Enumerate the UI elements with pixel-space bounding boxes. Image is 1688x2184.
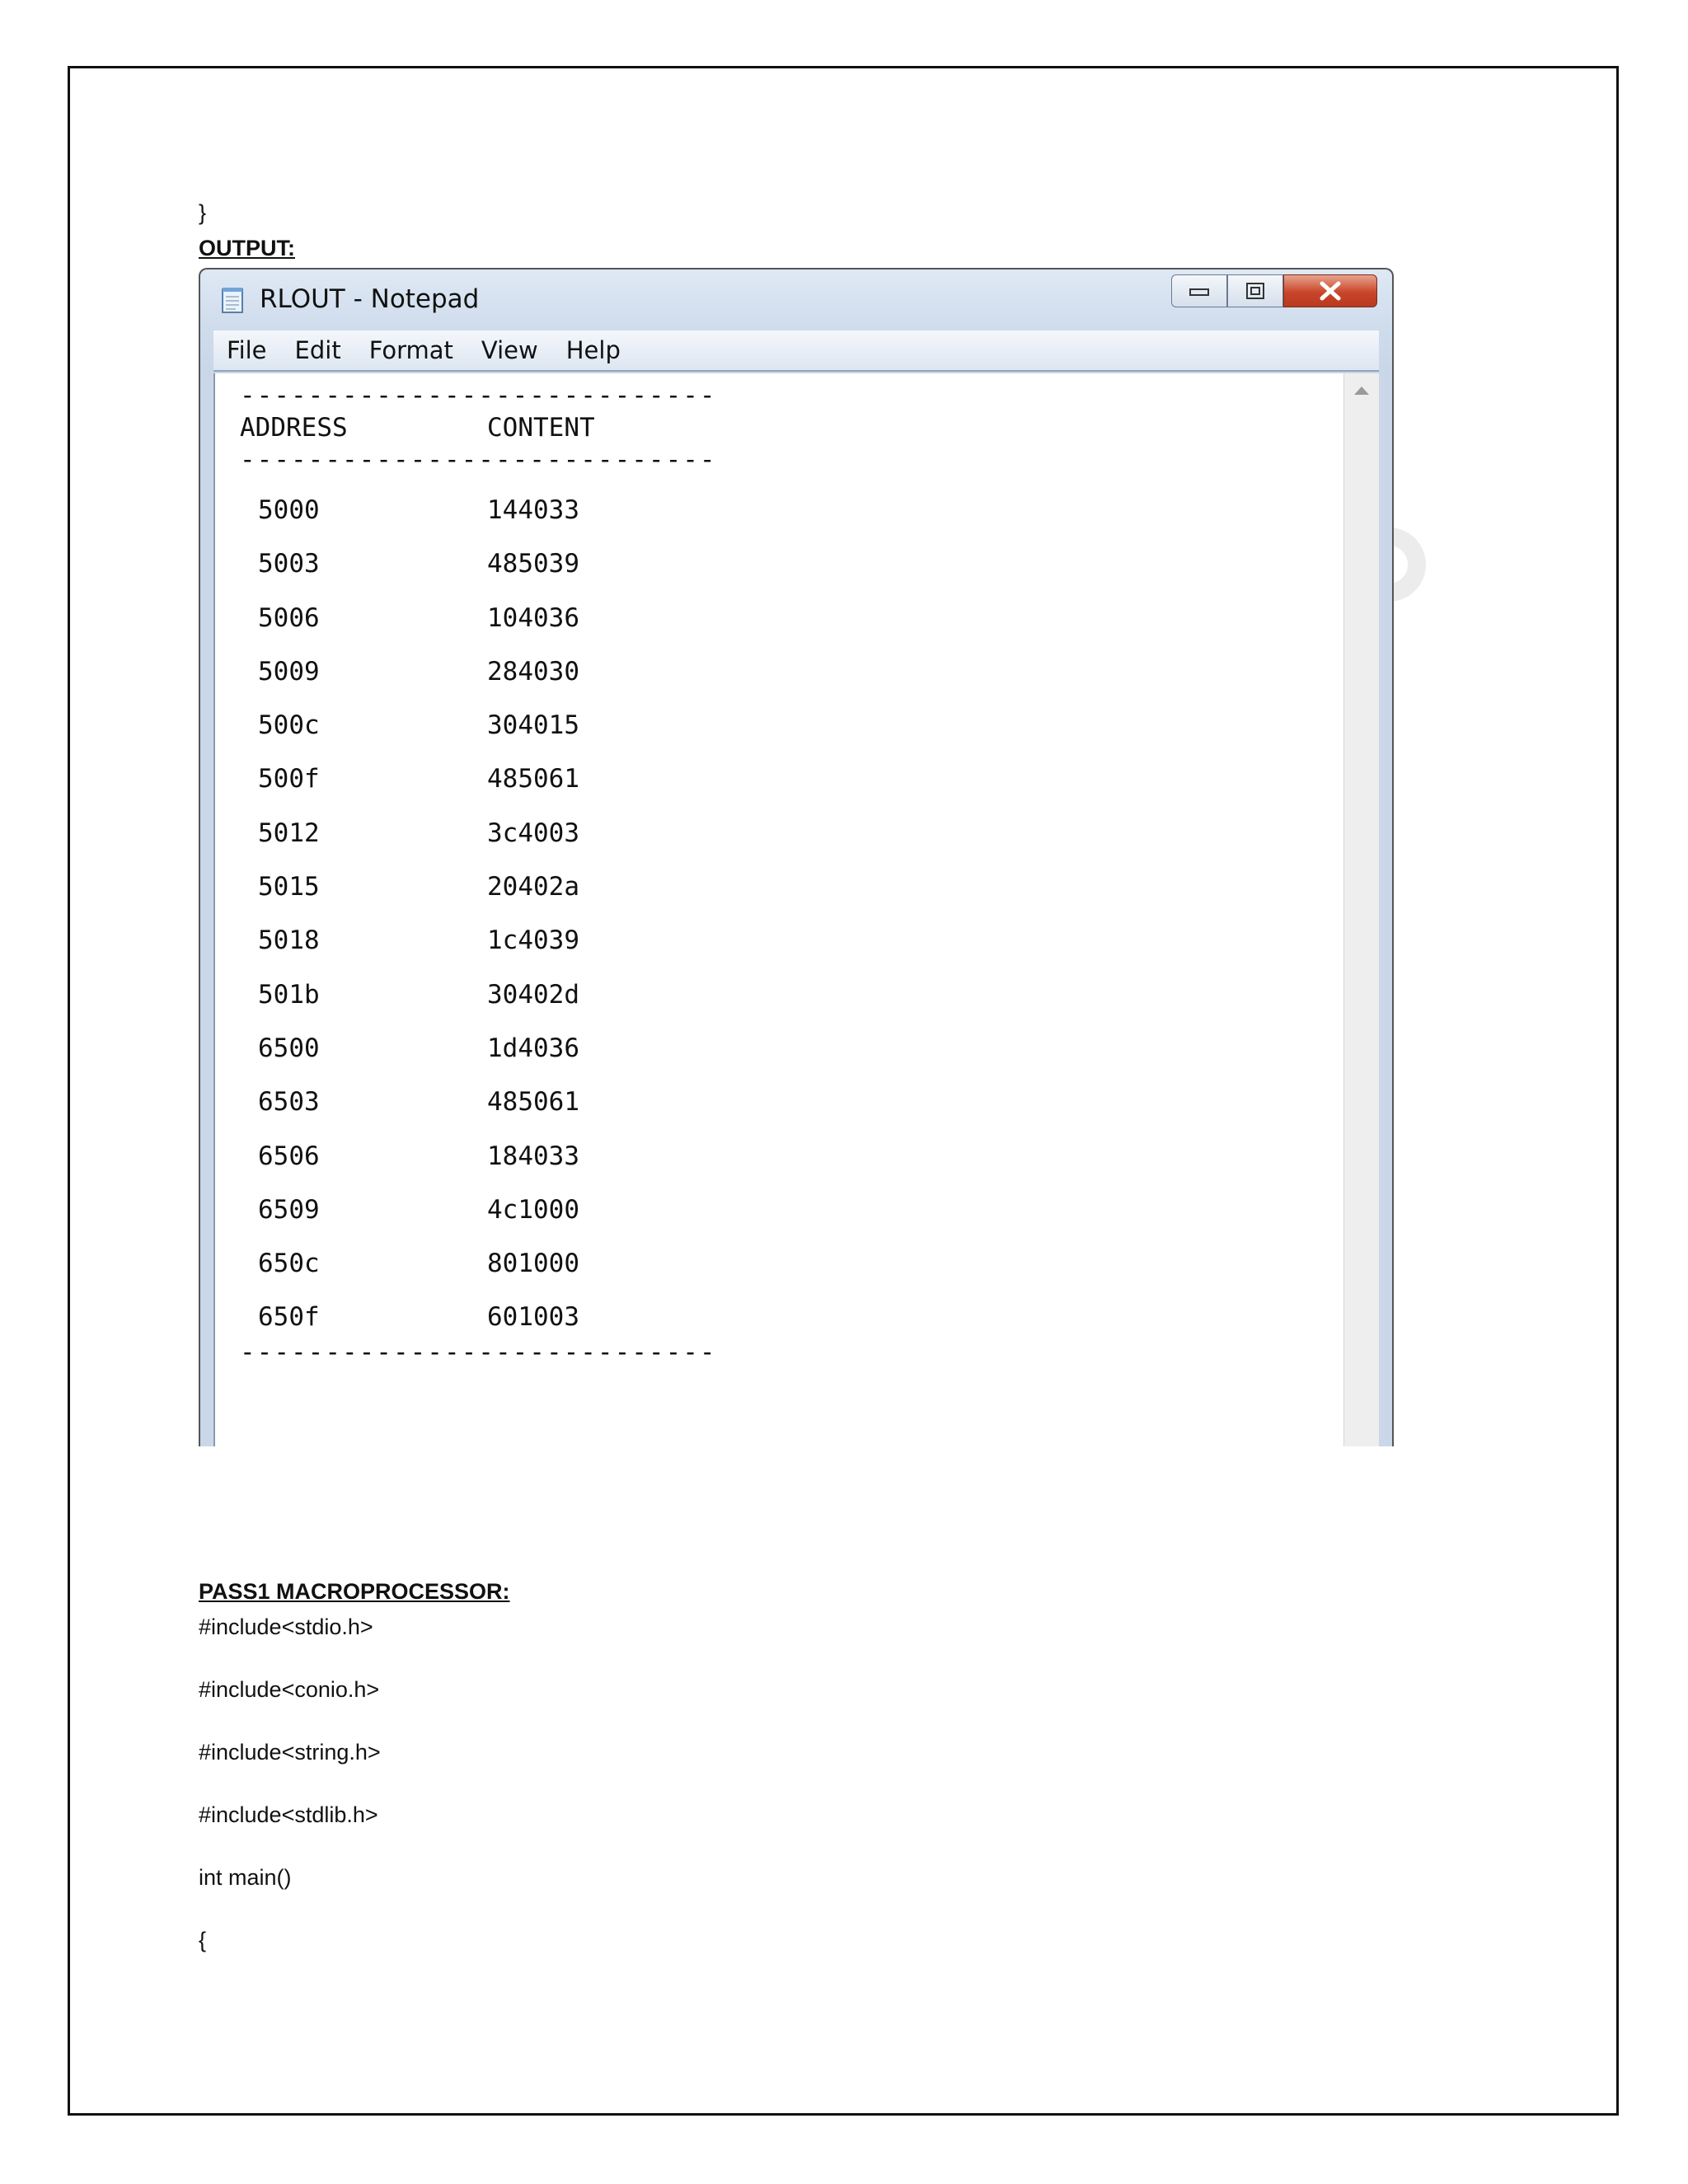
address-cell: 501b: [258, 979, 320, 1010]
address-cell: 650f: [258, 1302, 320, 1333]
section-heading: PASS1 MACROPROCESSOR:: [199, 1579, 510, 1604]
closing-brace: }: [199, 200, 207, 225]
address-cell: 5000: [258, 495, 320, 525]
table-row: [240, 1022, 717, 1076]
address-cell: 5006: [258, 602, 320, 633]
output-rows: [240, 484, 717, 1345]
content-cell: 104036: [487, 602, 579, 633]
content-cell: 485039: [487, 549, 579, 579]
menu-help[interactable]: Help: [565, 336, 621, 364]
content-cell: 485061: [487, 1087, 579, 1118]
window-title: RLOUT - Notepad: [260, 284, 480, 314]
code-line: #include<conio.h>: [199, 1677, 380, 1702]
address-cell: 500c: [258, 710, 320, 741]
minimize-button[interactable]: [1171, 274, 1227, 307]
notepad-icon: [220, 286, 245, 314]
window-controls: [1171, 274, 1377, 307]
address-cell: 5003: [258, 549, 320, 579]
table-row: [240, 1291, 717, 1344]
table-row: [240, 1130, 717, 1183]
address-cell: 6506: [258, 1141, 320, 1171]
table-row: [240, 699, 717, 752]
content-cell: 4c1000: [487, 1194, 579, 1225]
address-cell: 500f: [258, 764, 320, 794]
table-row: [240, 484, 717, 537]
content-cell: 485061: [487, 764, 579, 794]
notepad-titlebar[interactable]: [200, 269, 1392, 327]
content-cell: 144033: [487, 495, 579, 525]
column-header-content: CONTENT: [487, 413, 595, 443]
table-row: [240, 592, 717, 645]
table-row: [240, 914, 717, 968]
menu-view[interactable]: View: [481, 336, 538, 364]
address-cell: 5012: [258, 818, 320, 848]
code-line: #include<string.h>: [199, 1740, 381, 1765]
text-editor-area[interactable]: [213, 373, 1379, 1446]
address-cell: 5015: [258, 872, 320, 902]
vertical-scrollbar[interactable]: [1343, 373, 1379, 1446]
address-cell: 650c: [258, 1249, 320, 1279]
table-row: [240, 1183, 717, 1237]
table-row: [240, 807, 717, 860]
maximize-icon: [1245, 282, 1265, 300]
scroll-up-arrow-icon[interactable]: [1354, 387, 1369, 395]
column-header-row: [240, 411, 717, 444]
relocation-output: [240, 382, 717, 1366]
dash-separator: ----------------------------: [240, 381, 717, 410]
menu-edit[interactable]: Edit: [294, 336, 341, 364]
content-cell: 1d4036: [487, 1033, 579, 1063]
table-row: [240, 860, 717, 914]
table-row: [240, 537, 717, 591]
code-line: int main(): [199, 1865, 292, 1890]
notepad-window: [199, 268, 1394, 1446]
content-cell: 284030: [487, 656, 579, 687]
table-row: [240, 645, 717, 699]
address-cell: 5018: [258, 926, 320, 956]
close-button[interactable]: [1283, 274, 1377, 307]
address-cell: 6509: [258, 1194, 320, 1225]
address-cell: 6500: [258, 1033, 320, 1063]
menu-file[interactable]: File: [227, 336, 267, 364]
content-cell: 801000: [487, 1249, 579, 1279]
column-header-address: ADDRESS: [240, 413, 348, 443]
output-heading: OUTPUT:: [199, 236, 295, 260]
code-line: #include<stdlib.h>: [199, 1802, 378, 1827]
address-cell: 6503: [258, 1087, 320, 1118]
code-line: {: [199, 1928, 207, 1952]
maximize-button[interactable]: [1227, 274, 1283, 307]
dash-separator: ----------------------------: [240, 1337, 717, 1367]
minimize-icon: [1189, 284, 1210, 298]
content-cell: 30402d: [487, 979, 579, 1010]
menu-bar: [213, 330, 1379, 372]
content-cell: 3c4003: [487, 818, 579, 848]
address-cell: 5009: [258, 656, 320, 687]
content-cell: 304015: [487, 710, 579, 741]
content-cell: 1c4039: [487, 926, 579, 956]
content-cell: 20402a: [487, 872, 579, 902]
table-row: [240, 1076, 717, 1129]
table-row: [240, 968, 717, 1022]
content-cell: 184033: [487, 1141, 579, 1171]
table-row: [240, 1237, 717, 1291]
table-row: [240, 752, 717, 806]
code-line: #include<stdio.h>: [199, 1615, 373, 1639]
content-cell: 601003: [487, 1302, 579, 1333]
dash-separator: ----------------------------: [240, 445, 717, 475]
close-icon: [1318, 281, 1343, 301]
menu-format[interactable]: Format: [368, 336, 453, 364]
